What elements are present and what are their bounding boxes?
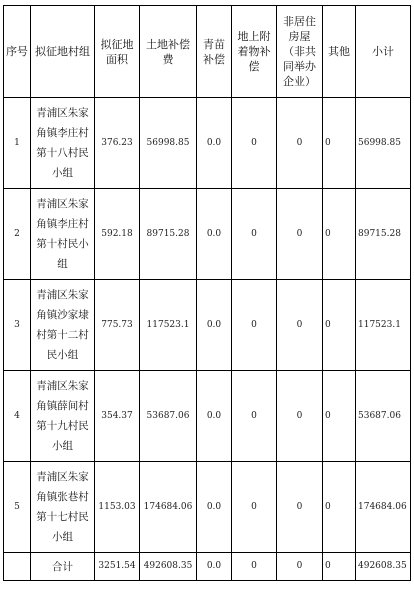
table-row	[4, 371, 411, 462]
cell-subtotal: 53687.06	[356, 371, 411, 462]
cell-village-text: 青浦区朱家角镇薛间村第十九村民小组	[36, 380, 89, 452]
cell-other: 0	[323, 189, 356, 280]
compensation-table-sheet	[3, 5, 410, 581]
cell-subtotal: 56998.85	[356, 98, 411, 189]
cell-non-residential: 0	[277, 371, 323, 462]
table-row	[4, 189, 411, 280]
compensation-table	[3, 5, 411, 581]
header-subtotal: 小计	[356, 6, 411, 98]
cell-village-text: 青浦区朱家角镇李庄村第十村民小组	[36, 198, 89, 270]
cell-non-residential: 0	[277, 98, 323, 189]
cell-total-non-residential: 0	[277, 553, 323, 581]
cell-land-comp: 89715.28	[140, 189, 197, 280]
header-row	[4, 6, 411, 98]
header-area	[95, 6, 140, 98]
cell-other: 0	[323, 371, 356, 462]
cell-attachment: 0	[232, 98, 277, 189]
cell-area: 775.73	[95, 280, 140, 371]
cell-seedling: 0.0	[197, 189, 232, 280]
cell-seedling: 0.0	[197, 371, 232, 462]
cell-land-comp: 56998.85	[140, 98, 197, 189]
header-area-text: 拟征地面积	[100, 37, 134, 66]
cell-attachment: 0	[232, 462, 277, 553]
header-non-residential	[277, 6, 323, 98]
cell-seedling: 0.0	[197, 280, 232, 371]
cell-seq: 3	[4, 280, 31, 371]
header-attachment	[232, 6, 277, 98]
cell-village-text: 青浦区朱家角镇沙家埭村第十二村民小组	[36, 289, 89, 361]
cell-seedling: 0.0	[197, 98, 232, 189]
cell-village	[31, 280, 95, 371]
total-row	[4, 553, 411, 581]
cell-non-residential: 0	[277, 462, 323, 553]
header-seq: 序号	[4, 6, 31, 98]
cell-subtotal: 117523.1	[356, 280, 411, 371]
cell-other: 0	[323, 462, 356, 553]
cell-total-attachment: 0	[232, 553, 277, 581]
cell-village-text: 青浦区朱家角镇张巷村第十七村民小组	[36, 471, 89, 543]
cell-attachment: 0	[232, 280, 277, 371]
table-row	[4, 462, 411, 553]
cell-seq: 2	[4, 189, 31, 280]
cell-total-area: 3251.54	[95, 553, 140, 581]
cell-land-comp: 53687.06	[140, 371, 197, 462]
cell-subtotal: 89715.28	[356, 189, 411, 280]
header-land-comp: 土地补偿费	[140, 6, 197, 98]
cell-total-label: 合计	[31, 553, 95, 581]
table-row	[4, 98, 411, 189]
cell-seq: 1	[4, 98, 31, 189]
cell-attachment: 0	[232, 189, 277, 280]
cell-other: 0	[323, 98, 356, 189]
cell-village-text: 青浦区朱家角镇李庄村第十八村民小组	[36, 107, 89, 179]
cell-village	[31, 189, 95, 280]
header-seedling-text: 青苗补偿	[203, 37, 225, 66]
cell-total-subtotal: 492608.35	[356, 553, 411, 581]
cell-total-seedling: 0.0	[197, 553, 232, 581]
header-other: 其他	[323, 6, 356, 98]
cell-village	[31, 462, 95, 553]
cell-seq: 4	[4, 371, 31, 462]
cell-total-land-comp: 492608.35	[140, 553, 197, 581]
cell-non-residential: 0	[277, 280, 323, 371]
cell-land-comp: 174684.06	[140, 462, 197, 553]
header-non-residential-text: 非居住房屋（非共同举办企业）	[283, 15, 316, 88]
cell-village	[31, 98, 95, 189]
cell-seedling: 0.0	[197, 462, 232, 553]
header-village: 拟征地村组	[31, 6, 95, 98]
cell-area: 1153.03	[95, 462, 140, 553]
table-row	[4, 280, 411, 371]
cell-village	[31, 371, 95, 462]
cell-non-residential: 0	[277, 189, 323, 280]
cell-subtotal: 174684.06	[356, 462, 411, 553]
cell-land-comp: 117523.1	[140, 280, 197, 371]
cell-total-seq	[4, 553, 31, 581]
header-seedling	[197, 6, 232, 98]
header-attachment-text: 地上附着物补偿	[237, 30, 271, 73]
cell-other: 0	[323, 280, 356, 371]
cell-attachment: 0	[232, 371, 277, 462]
cell-total-other: 0	[323, 553, 356, 581]
cell-area: 592.18	[95, 189, 140, 280]
cell-area: 354.37	[95, 371, 140, 462]
cell-area: 376.23	[95, 98, 140, 189]
cell-seq: 5	[4, 462, 31, 553]
